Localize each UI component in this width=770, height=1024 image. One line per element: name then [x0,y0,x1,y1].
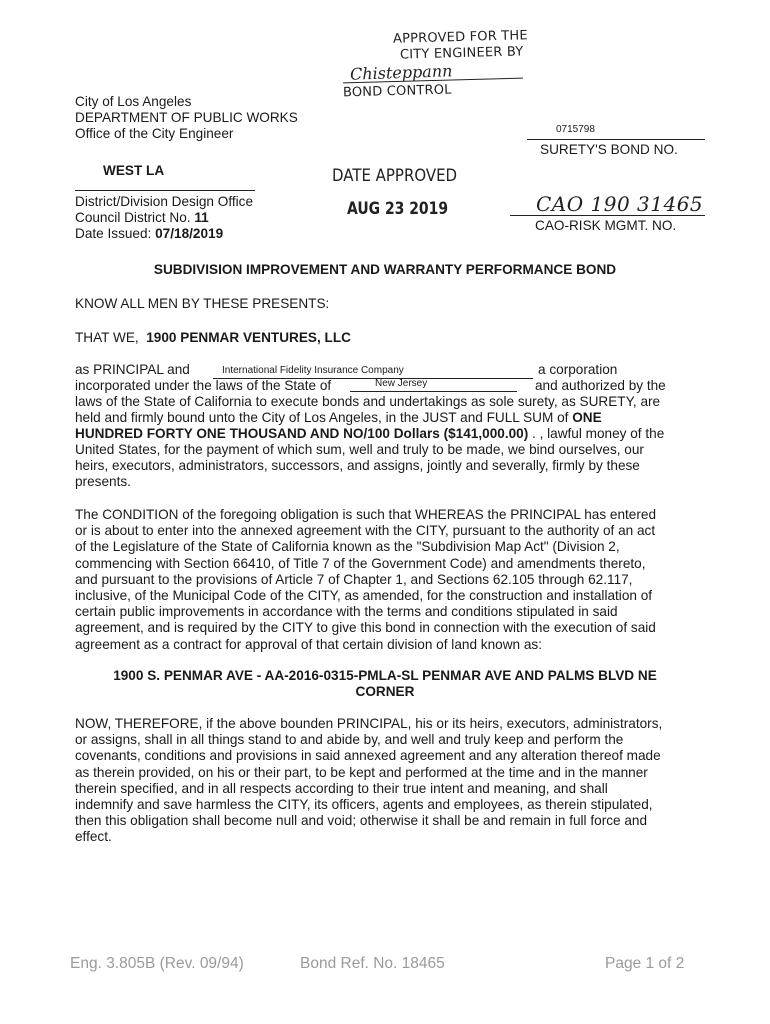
now-therefore-line: or assigns, shall in all things stand to and abide by, and well and truly keep and perform the [75,732,624,748]
incorporated-text: incorporated under the laws of the State of [75,378,332,393]
now-therefore-line: then this obligation shall become null and void; otherwise it shall be and remain in full force and [75,813,648,829]
surety-bond-underline [527,139,705,140]
date-issued [75,226,223,242]
cao-underline [510,215,705,216]
state-value: New Jersey [375,378,428,389]
bond-control-label: BOND CONTROL [342,82,452,101]
project-line-1: 1900 S. PENMAR AVE - AA-2016-0315-PMLA-SL PENMAR AVE AND PALMS BLVD NE [113,668,657,683]
page-number: Page 1 of 2 [605,955,685,972]
principal-name: 1900 PENMAR VENTURES, LLC [146,330,351,345]
condition-paragraph [75,507,715,653]
office-name: Office of the City Engineer [75,126,234,141]
approved-stamp-line1: APPROVED FOR THE [392,28,529,47]
state-underline [350,391,517,392]
date-issued-label: Date Issued: [75,226,152,241]
condition-line: The CONDITION of the foregoing obligation is such that WHEREAS the PRINCIPAL has entered [75,507,657,522]
authorized-text: and authorized by the [535,378,666,393]
condition-line: certain public improvements in accordance with the terms and conditions stipulated in said [75,604,618,620]
now-therefore-line: indemnify and save harmless the CITY, its officers, agents and employees, as therein stipulated, [75,797,653,813]
principal-line-5 [75,426,664,442]
now-therefore-line: covenants, conditions and provisions in said annexed agreement and any alteration thereof made [75,748,661,764]
document-title: SUBDIVISION IMPROVEMENT AND WARRANTY PERFORMANCE BOND [153,262,617,277]
condition-line: of the Legislature of the State of California known as the "Subdivision Map Act" (Division 2, [75,539,620,555]
bond-reference: Bond Ref. No. 18465 [300,955,445,972]
lawful-money-text: . , lawful money of the [532,426,665,441]
that-we-prefix: THAT WE, [75,330,139,345]
date-issued-value: 07/18/2019 [155,226,224,241]
surety-company-name: International Fidelity Insurance Company [222,365,404,376]
condition-line: agreement as a contract for approval of that certain division of land known as: [75,636,542,652]
condition-line: inclusive, of the Municipal Code of the CITY, as amended, for the construction and installation of [75,588,653,604]
city-name: City of Los Angeles [75,94,192,109]
condition-line: or is about to enter into the annexed agreement with the CITY, pursuant to the authority of an act [75,523,656,539]
principal-line-7: heirs, executors, administrators, successors, and assigns, jointly and severally, firmly by these [75,458,640,473]
as-principal-text: as PRINCIPAL and [75,362,190,377]
now-therefore-line: effect. [75,829,112,845]
sum-words-part1: ONE [572,410,602,425]
cao-number-handwritten: CAO 190 31465 [536,192,704,216]
cao-label: CAO-RISK MGMT. NO. [535,218,677,233]
condition-line: commencing with Section 66410, of Title 7 of the Government Code) and amendments thereto, [75,555,646,571]
surety-bond-label: SURETY'S BOND NO. [540,142,678,157]
date-approved-label: DATE APPROVED [332,166,458,186]
engineer-signature: Chisteppann [349,61,453,84]
council-label: Council District No. [75,210,191,225]
that-we-line [75,330,351,346]
principal-line-8: presents. [75,474,131,489]
now-therefore-line: as therein provided, on his or their part, to be kept and performed at the time and in the manner [75,764,648,780]
council-district [75,210,209,226]
date-approved-value: AUG 23 2019 [347,199,449,219]
a-corporation-text: a corporation [538,362,618,377]
now-therefore-line: NOW, THEREFORE, if the above bounden PRINCIPAL, his or its heirs, executors, administrators, [75,716,663,731]
know-all-men: KNOW ALL MEN BY THESE PRESENTS: [75,296,330,311]
district-name: WEST LA [103,163,165,178]
condition-line: agreement, and is required by the CITY to give this bond in connection with the execution of said [75,620,656,636]
sum-words-part2: HUNDRED FORTY ONE THOUSAND AND NO/100 Dollars ($141,000.00) [75,426,529,441]
project-line-2: CORNER [355,684,415,699]
council-value: 11 [194,210,209,225]
department-name: DEPARTMENT OF PUBLIC WORKS [75,110,298,125]
principal-line-4 [75,410,602,426]
principal-line-6: United States, for the payment of which sum, well and truly to be made, we bind ourselves, our [75,442,644,457]
condition-line: and pursuant to the provisions of Article 7 of Chapter 1, and Sections 62.105 through 62.117, [75,571,633,587]
surety-bond-number: 0715798 [556,124,595,135]
district-office: District/Division Design Office [75,194,254,209]
approved-stamp-line2: CITY ENGINEER BY [399,44,524,63]
district-underline [75,190,255,191]
principal-line-3: laws of the State of California to execute bonds and undertakings as sole surety, as SURETY, are [75,394,661,409]
now-therefore-paragraph [75,716,715,846]
now-therefore-line: therein specified, and in all respects according to their true intent and meaning, and shall [75,780,608,796]
form-number: Eng. 3.805B (Rev. 09/94) [70,955,244,972]
full-sum-text: held and firmly bound unto the City of Los Angeles, in the JUST and FULL SUM of [75,410,569,425]
